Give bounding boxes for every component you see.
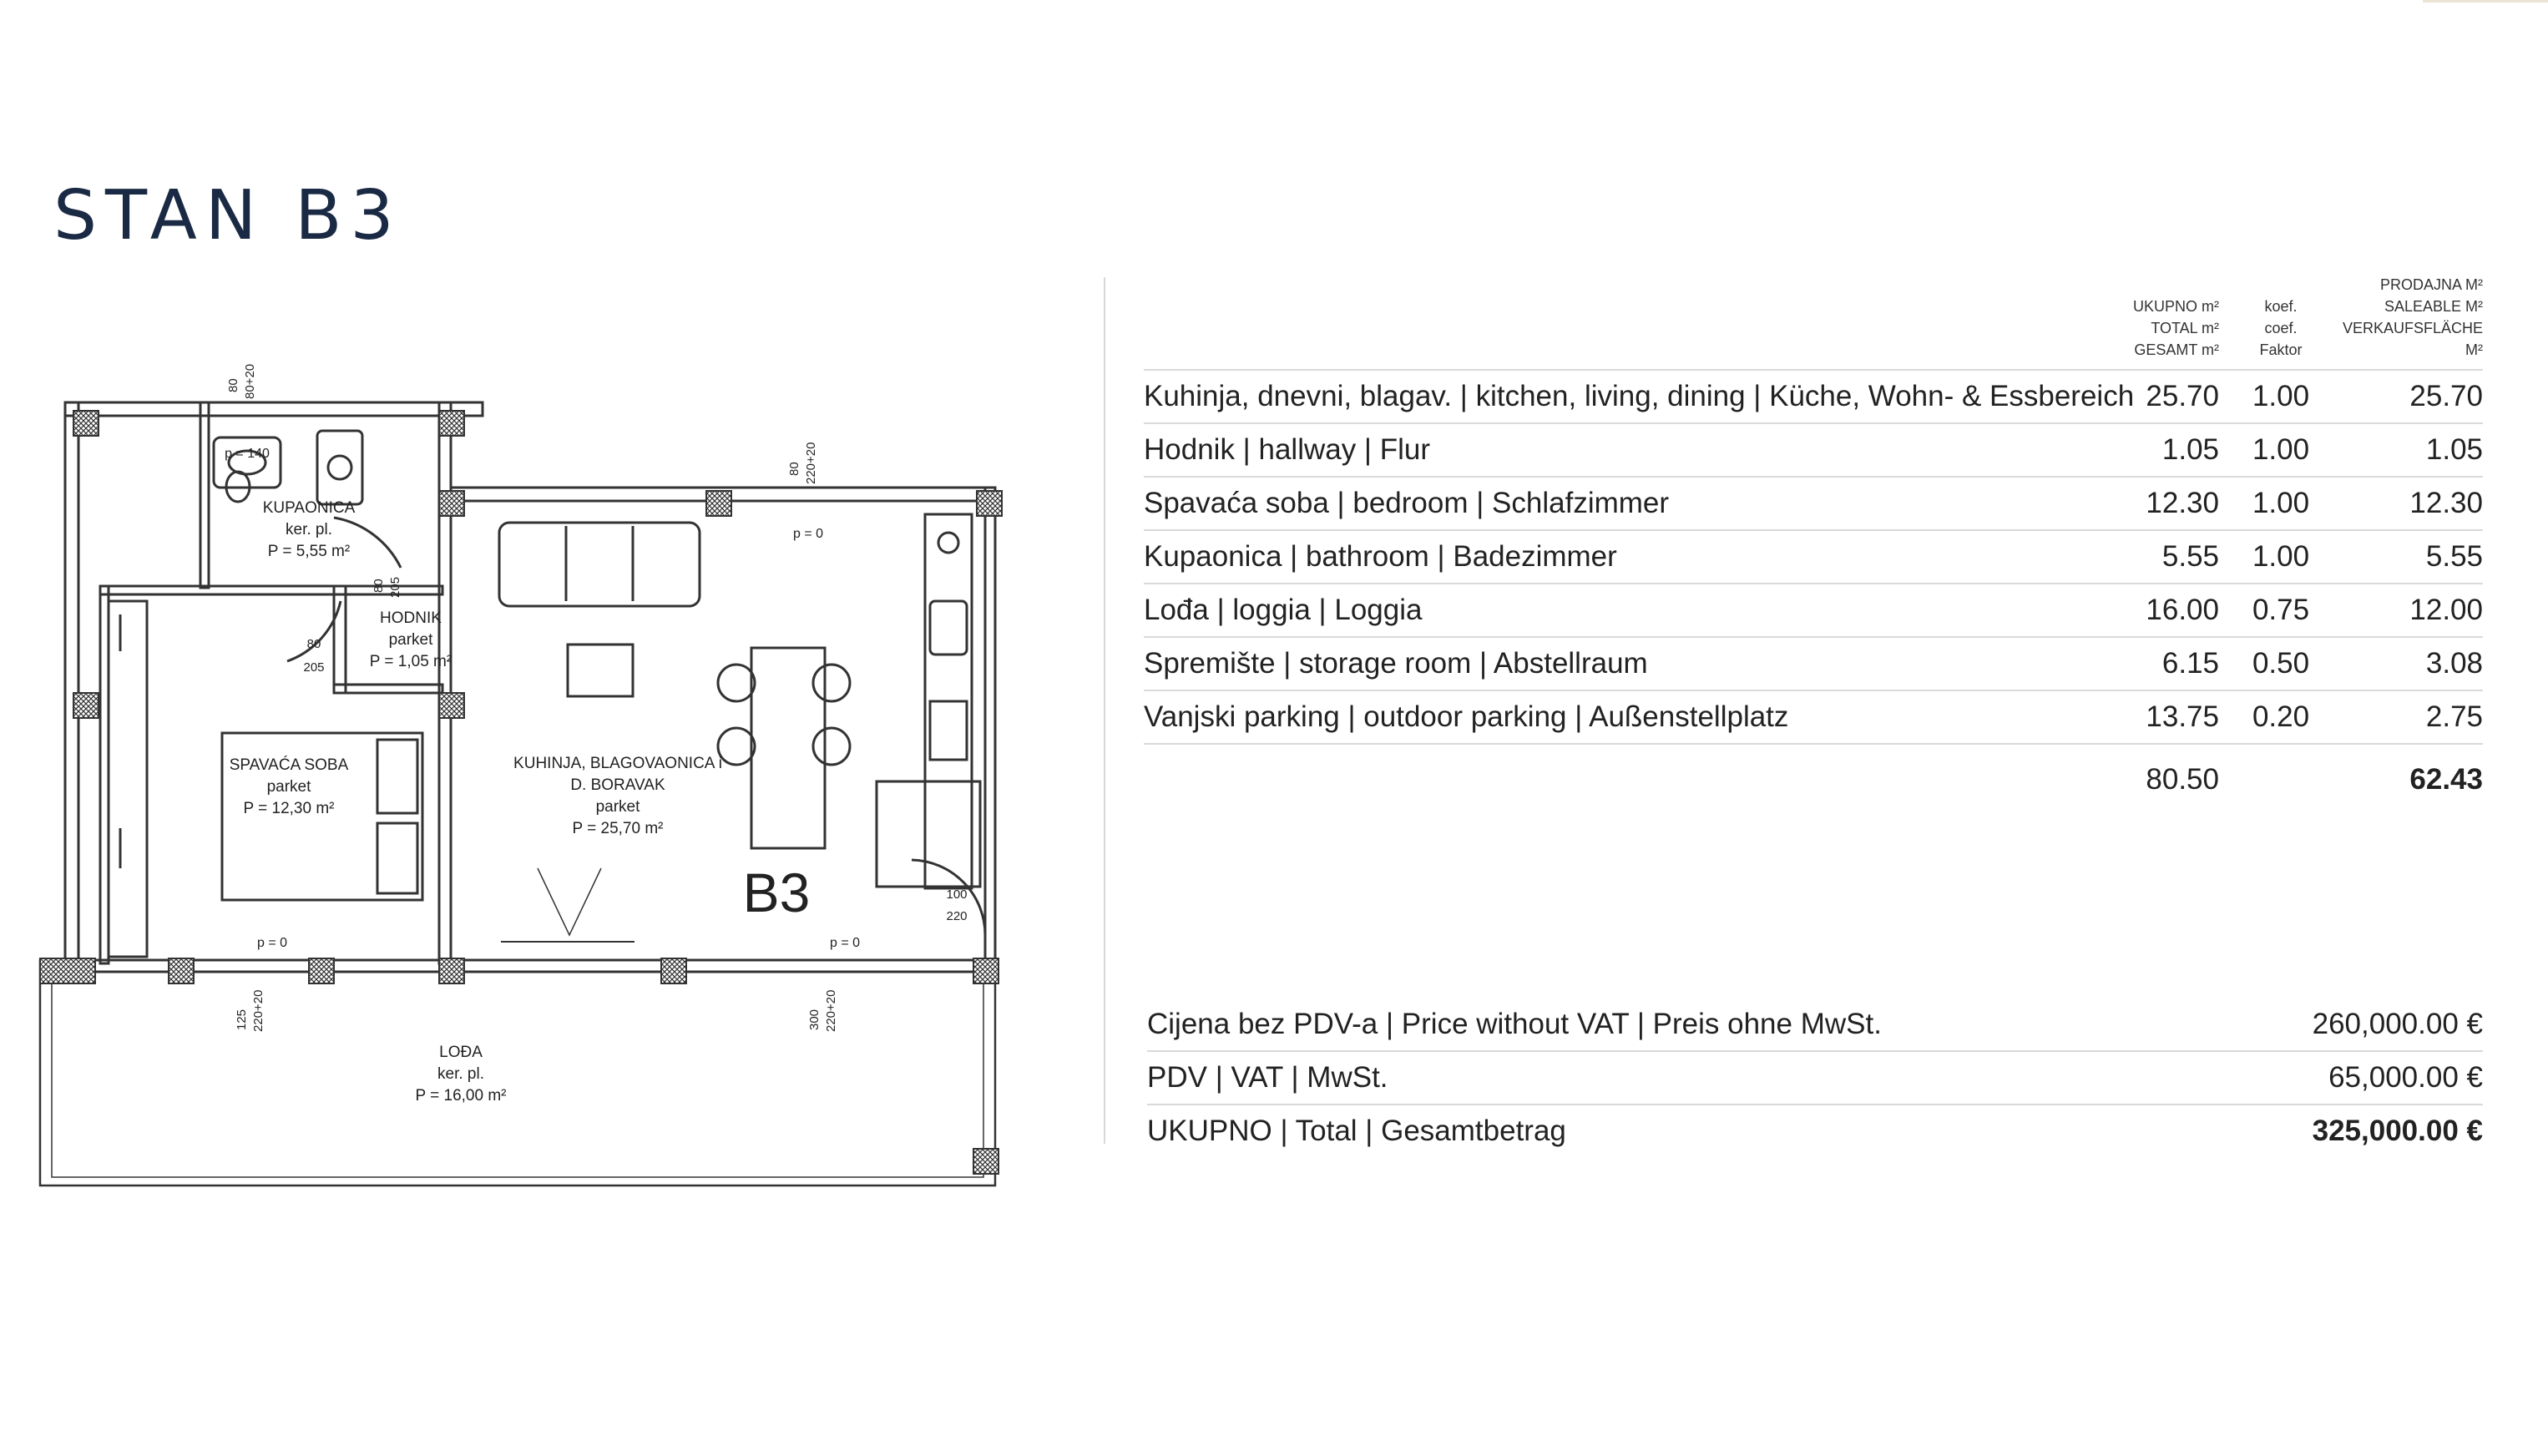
- total-value: 325,000.00 €: [2312, 1115, 2483, 1147]
- table-row: [1144, 690, 2483, 744]
- table-row: [1144, 584, 2483, 637]
- vat-label: PDV | VAT | MwSt.: [1147, 1051, 2149, 1105]
- room-koef: 1.00: [2219, 530, 2343, 584]
- annot-d220-20-mid: 220+20: [824, 989, 838, 1032]
- annot-d205-door: 205: [303, 660, 325, 675]
- vat-value: 65,000.00 €: [2149, 1051, 2483, 1105]
- sum-label: [1144, 744, 2096, 811]
- room-koef: 0.20: [2219, 690, 2343, 744]
- price-row: [1147, 1051, 2483, 1105]
- table-row: [1144, 530, 2483, 584]
- room-total: 13.75: [2096, 690, 2219, 744]
- pricing-table: [1147, 998, 2483, 1157]
- total-label: UKUPNO | Total | Gesamtbetrag: [1147, 1115, 1566, 1147]
- room-saleable: 12.00: [2343, 584, 2483, 637]
- annot-d220: 220: [946, 909, 968, 923]
- room-saleable: 2.75: [2343, 690, 2483, 744]
- table-row: [1144, 637, 2483, 690]
- header-room: [1144, 274, 2096, 370]
- bedroom-name: SPAVAĆA SOBA: [229, 756, 349, 774]
- loggia-floor: ker. pl.: [437, 1065, 484, 1083]
- annot-p0-kitchen: p = 0: [792, 527, 824, 541]
- kitchen-name-line2: D. BORAVAK: [570, 776, 665, 794]
- header-saleable-line: SALEABLE M²: [2384, 298, 2483, 315]
- header-koef-line: koef.: [2264, 298, 2298, 315]
- loggia-area: P = 16,00 m²: [415, 1087, 507, 1105]
- header-saleable-line: VERKAUFSFLÄCHE M²: [2343, 320, 2484, 358]
- room-koef: 1.00: [2219, 370, 2343, 423]
- areas-sum-row: [1144, 744, 2483, 811]
- areas-table: [1144, 274, 2483, 811]
- header-total: [2096, 274, 2219, 370]
- table-row: [1144, 370, 2483, 423]
- price-row: [1147, 1105, 2483, 1157]
- room-total: 6.15: [2096, 637, 2219, 690]
- room-total: 16.00: [2096, 584, 2219, 637]
- room-name: Spremište | storage room | Abstellraum: [1144, 637, 2096, 690]
- annot-d80-right: 80: [787, 462, 801, 476]
- header-total-line: UKUPNO m²: [2133, 298, 2219, 315]
- annot-d220-20-right: 220+20: [804, 442, 818, 484]
- hallway-name: HODNIK: [380, 609, 442, 627]
- annot-d205-hall: 205: [388, 576, 402, 598]
- annot-d220-20-left: 220+20: [251, 989, 265, 1032]
- room-saleable: 1.05: [2343, 423, 2483, 477]
- header-koef-line: coef.: [2264, 320, 2298, 336]
- header-saleable-line: PRODAJNA M²: [2379, 276, 2483, 293]
- table-row: [1144, 477, 2483, 530]
- room-name: Hodnik | hallway | Flur: [1144, 423, 2096, 477]
- room-koef: 1.00: [2219, 423, 2343, 477]
- room-saleable: 12.30: [2343, 477, 2483, 530]
- annot-d80-20-top: 80+20: [243, 363, 257, 399]
- room-total: 25.70: [2096, 370, 2219, 423]
- bedroom-floor: parket: [266, 778, 311, 796]
- loggia-name: LOĐA: [439, 1044, 483, 1061]
- annot-p0-bedroom: p = 0: [256, 936, 288, 950]
- annot-d80-hall: 80: [372, 579, 386, 593]
- corner-accent: [2423, 0, 2548, 3]
- room-total: 12.30: [2096, 477, 2219, 530]
- annot-d125: 125: [235, 1009, 249, 1030]
- room-koef: 1.00: [2219, 477, 2343, 530]
- kitchen-name-line1: KUHINJA, BLAGOVAONICA i: [513, 755, 722, 772]
- header-total-line: GESAMT m²: [2134, 341, 2219, 358]
- sum-koef: [2219, 744, 2343, 811]
- room-koef: 0.75: [2219, 584, 2343, 637]
- kitchen-floor: parket: [595, 798, 640, 816]
- bathroom-area: P = 5,55 m²: [267, 543, 351, 560]
- annot-d80-top: 80: [226, 378, 240, 392]
- annot-p140: p = 140: [225, 447, 270, 461]
- sum-saleable: 62.43: [2409, 763, 2483, 796]
- annot-p0-loggia: p = 0: [829, 936, 861, 950]
- table-row: [1144, 423, 2483, 477]
- room-saleable: 25.70: [2343, 370, 2483, 423]
- header-saleable: [2343, 274, 2483, 370]
- floor-plan: [33, 351, 1019, 1202]
- room-name: Spavaća soba | bedroom | Schlafzimmer: [1144, 477, 2096, 530]
- room-total: 5.55: [2096, 530, 2219, 584]
- unit-label: B3: [742, 862, 811, 923]
- bathroom-floor: ker. pl.: [286, 521, 332, 538]
- header-koef: [2219, 274, 2343, 370]
- price-value: 260,000.00 €: [2149, 998, 2483, 1051]
- room-name: Kuhinja, dnevni, blagav. | kitchen, living, dining | Küche, Wohn- & Essbereich: [1144, 370, 2096, 423]
- kitchen-area: P = 25,70 m²: [572, 820, 664, 837]
- page-title: STAN B3: [53, 176, 402, 255]
- room-name: Vanjski parking | outdoor parking | Außenstellplatz: [1144, 690, 2096, 744]
- room-koef: 0.50: [2219, 637, 2343, 690]
- room-saleable: 5.55: [2343, 530, 2483, 584]
- annot-d80-door: 80: [306, 637, 321, 651]
- annot-d300: 300: [807, 1009, 822, 1030]
- bathroom-name: KUPAONICA: [262, 499, 356, 517]
- header-total-line: TOTAL m²: [2151, 320, 2219, 336]
- annot-d100: 100: [946, 887, 968, 902]
- room-name: Lođa | loggia | Loggia: [1144, 584, 2096, 637]
- room-name: Kupaonica | bathroom | Badezimmer: [1144, 530, 2096, 584]
- bedroom-area: P = 12,30 m²: [243, 800, 335, 817]
- floor-plan-drawing: [33, 351, 1019, 1202]
- price-label: Cijena bez PDV-a | Price without VAT | Preis ohne MwSt.: [1147, 998, 2149, 1051]
- areas-header-row: [1144, 274, 2483, 370]
- header-koef-line: Faktor: [2259, 341, 2303, 358]
- price-row: [1147, 998, 2483, 1051]
- hallway-area: P = 1,05 m²: [369, 653, 452, 670]
- room-total: 1.05: [2096, 423, 2219, 477]
- room-saleable: 3.08: [2343, 637, 2483, 690]
- sum-total: 80.50: [2146, 763, 2219, 796]
- hallway-floor: parket: [388, 631, 433, 649]
- vertical-divider: [1104, 277, 1105, 1144]
